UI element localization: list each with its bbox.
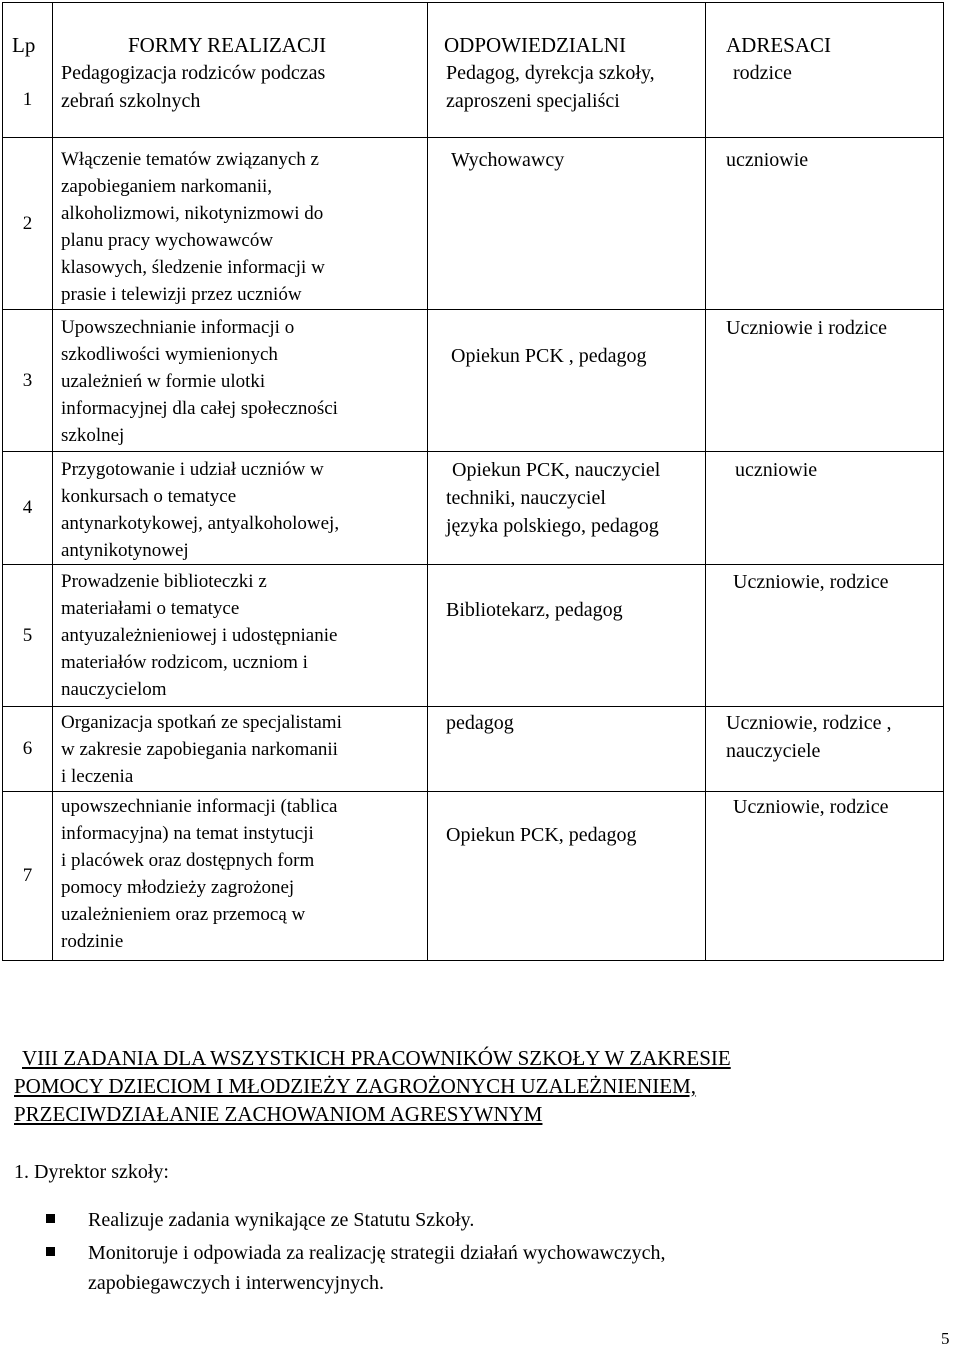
lp-cell-5: 5 bbox=[3, 565, 53, 707]
row-1-recipients: rodzice bbox=[733, 62, 792, 84]
row-3-forms: Upowszechnianie informacji o szkodliwości wymienionych uzależnień w formie ulotki informacyjnej dla całej społeczności szkolnej bbox=[61, 317, 338, 446]
square-bullet-icon bbox=[46, 1214, 55, 1223]
lp-cell-6: 6 bbox=[3, 707, 53, 792]
row-4-responsible: Opiekun PCK, nauczyciel techniki, nauczyciel języka polskiego, pedagog bbox=[446, 459, 661, 537]
row-6-recipients: Uczniowie, rodzice , nauczyciele bbox=[726, 712, 892, 762]
row-4-forms: Przygotowanie i udział uczniów w konkursach o tematyce antynarkotykowej, antyalkoholowej, antynikotynowej bbox=[61, 459, 340, 561]
row-7-recipients: Uczniowie, rodzice bbox=[733, 796, 889, 818]
row-4-recipients: uczniowie bbox=[735, 459, 818, 481]
lp-cell-2: 2 bbox=[3, 138, 53, 310]
square-bullet-icon bbox=[46, 1247, 55, 1256]
row-6-responsible: pedagog bbox=[446, 712, 514, 734]
row-5-responsible: Bibliotekarz, pedagog bbox=[446, 599, 623, 621]
row-2-forms: Włączenie tematów związanych z zapobieganiem narkomanii, alkoholizmowi, nikotynizmowi do planu pracy wychowawców klasowych, śledzenie informacji w prasie i telewizji przez uczniów bbox=[61, 149, 325, 305]
row-6-forms: Organizacja spotkań ze specjalistami w zakresie zapobiegania narkomanii i leczenia bbox=[61, 712, 342, 787]
row-1-responsible: Pedagog, dyrekcja szkoły, zaproszeni specjaliści bbox=[446, 62, 655, 112]
lp-cell-4: 4 bbox=[3, 452, 53, 565]
header-forms: FORMY REALIZACJI bbox=[128, 33, 327, 57]
row-3-recipients: Uczniowie i rodzice bbox=[726, 317, 888, 339]
lp-cell-3: 3 bbox=[3, 310, 53, 452]
header-recipients: ADRESACI bbox=[726, 33, 832, 57]
section-title: VIII ZADANIA DLA WSZYSTKICH PRACOWNIKÓW SZKOŁY W ZAKRESIE POMOCY DZIECIOM I MŁODZIEŻY ZAGROŻONYCH UZALEŻNIENIEM, PRZECIWDZIAŁANIE ZACHOWANIOM AGRESYWNYM bbox=[14, 1046, 731, 1126]
lp-cell-7: 7 bbox=[3, 792, 53, 961]
row-7-responsible: Opiekun PCK, pedagog bbox=[446, 824, 637, 846]
row-5-forms: Prowadzenie biblioteczki z materiałami o tematyce antyuzależnieniowej i udostępnianie materiałów rodzicom, uczniom i nauczycielom bbox=[61, 571, 338, 700]
row-2-recipients: uczniowie bbox=[726, 149, 809, 171]
bullet-item-1: Realizuje zadania wynikające ze Statutu Szkoły. bbox=[50, 1205, 474, 1235]
row-2-responsible: Wychowawcy bbox=[451, 149, 565, 171]
row-3-responsible: Opiekun PCK , pedagog bbox=[451, 345, 647, 367]
header-lp: Lp bbox=[12, 33, 36, 57]
page-number: 5 bbox=[941, 1329, 950, 1348]
lp-cell-1: 1 bbox=[3, 3, 53, 138]
row-7-forms: upowszechnianie informacji (tablica informacyjna) na temat instytucji i placówek oraz dostępnych form pomocy młodzieży zagrożonej uzależnieniem oraz przemocą w rodzinie bbox=[61, 796, 338, 952]
bullet-item-2: Monitoruje i odpowiada za realizację strategii działań wychowawczych, zapobiegawczych i interwencyjnych. bbox=[50, 1238, 666, 1298]
row-1-forms: Pedagogizacja rodziców podczas zebrań szkolnych bbox=[61, 62, 326, 112]
header-responsible: ODPOWIEDZIALNI bbox=[444, 33, 626, 57]
director-subheading: 1. Dyrektor szkoły: bbox=[14, 1161, 169, 1183]
row-5-recipients: Uczniowie, rodzice bbox=[733, 571, 889, 593]
